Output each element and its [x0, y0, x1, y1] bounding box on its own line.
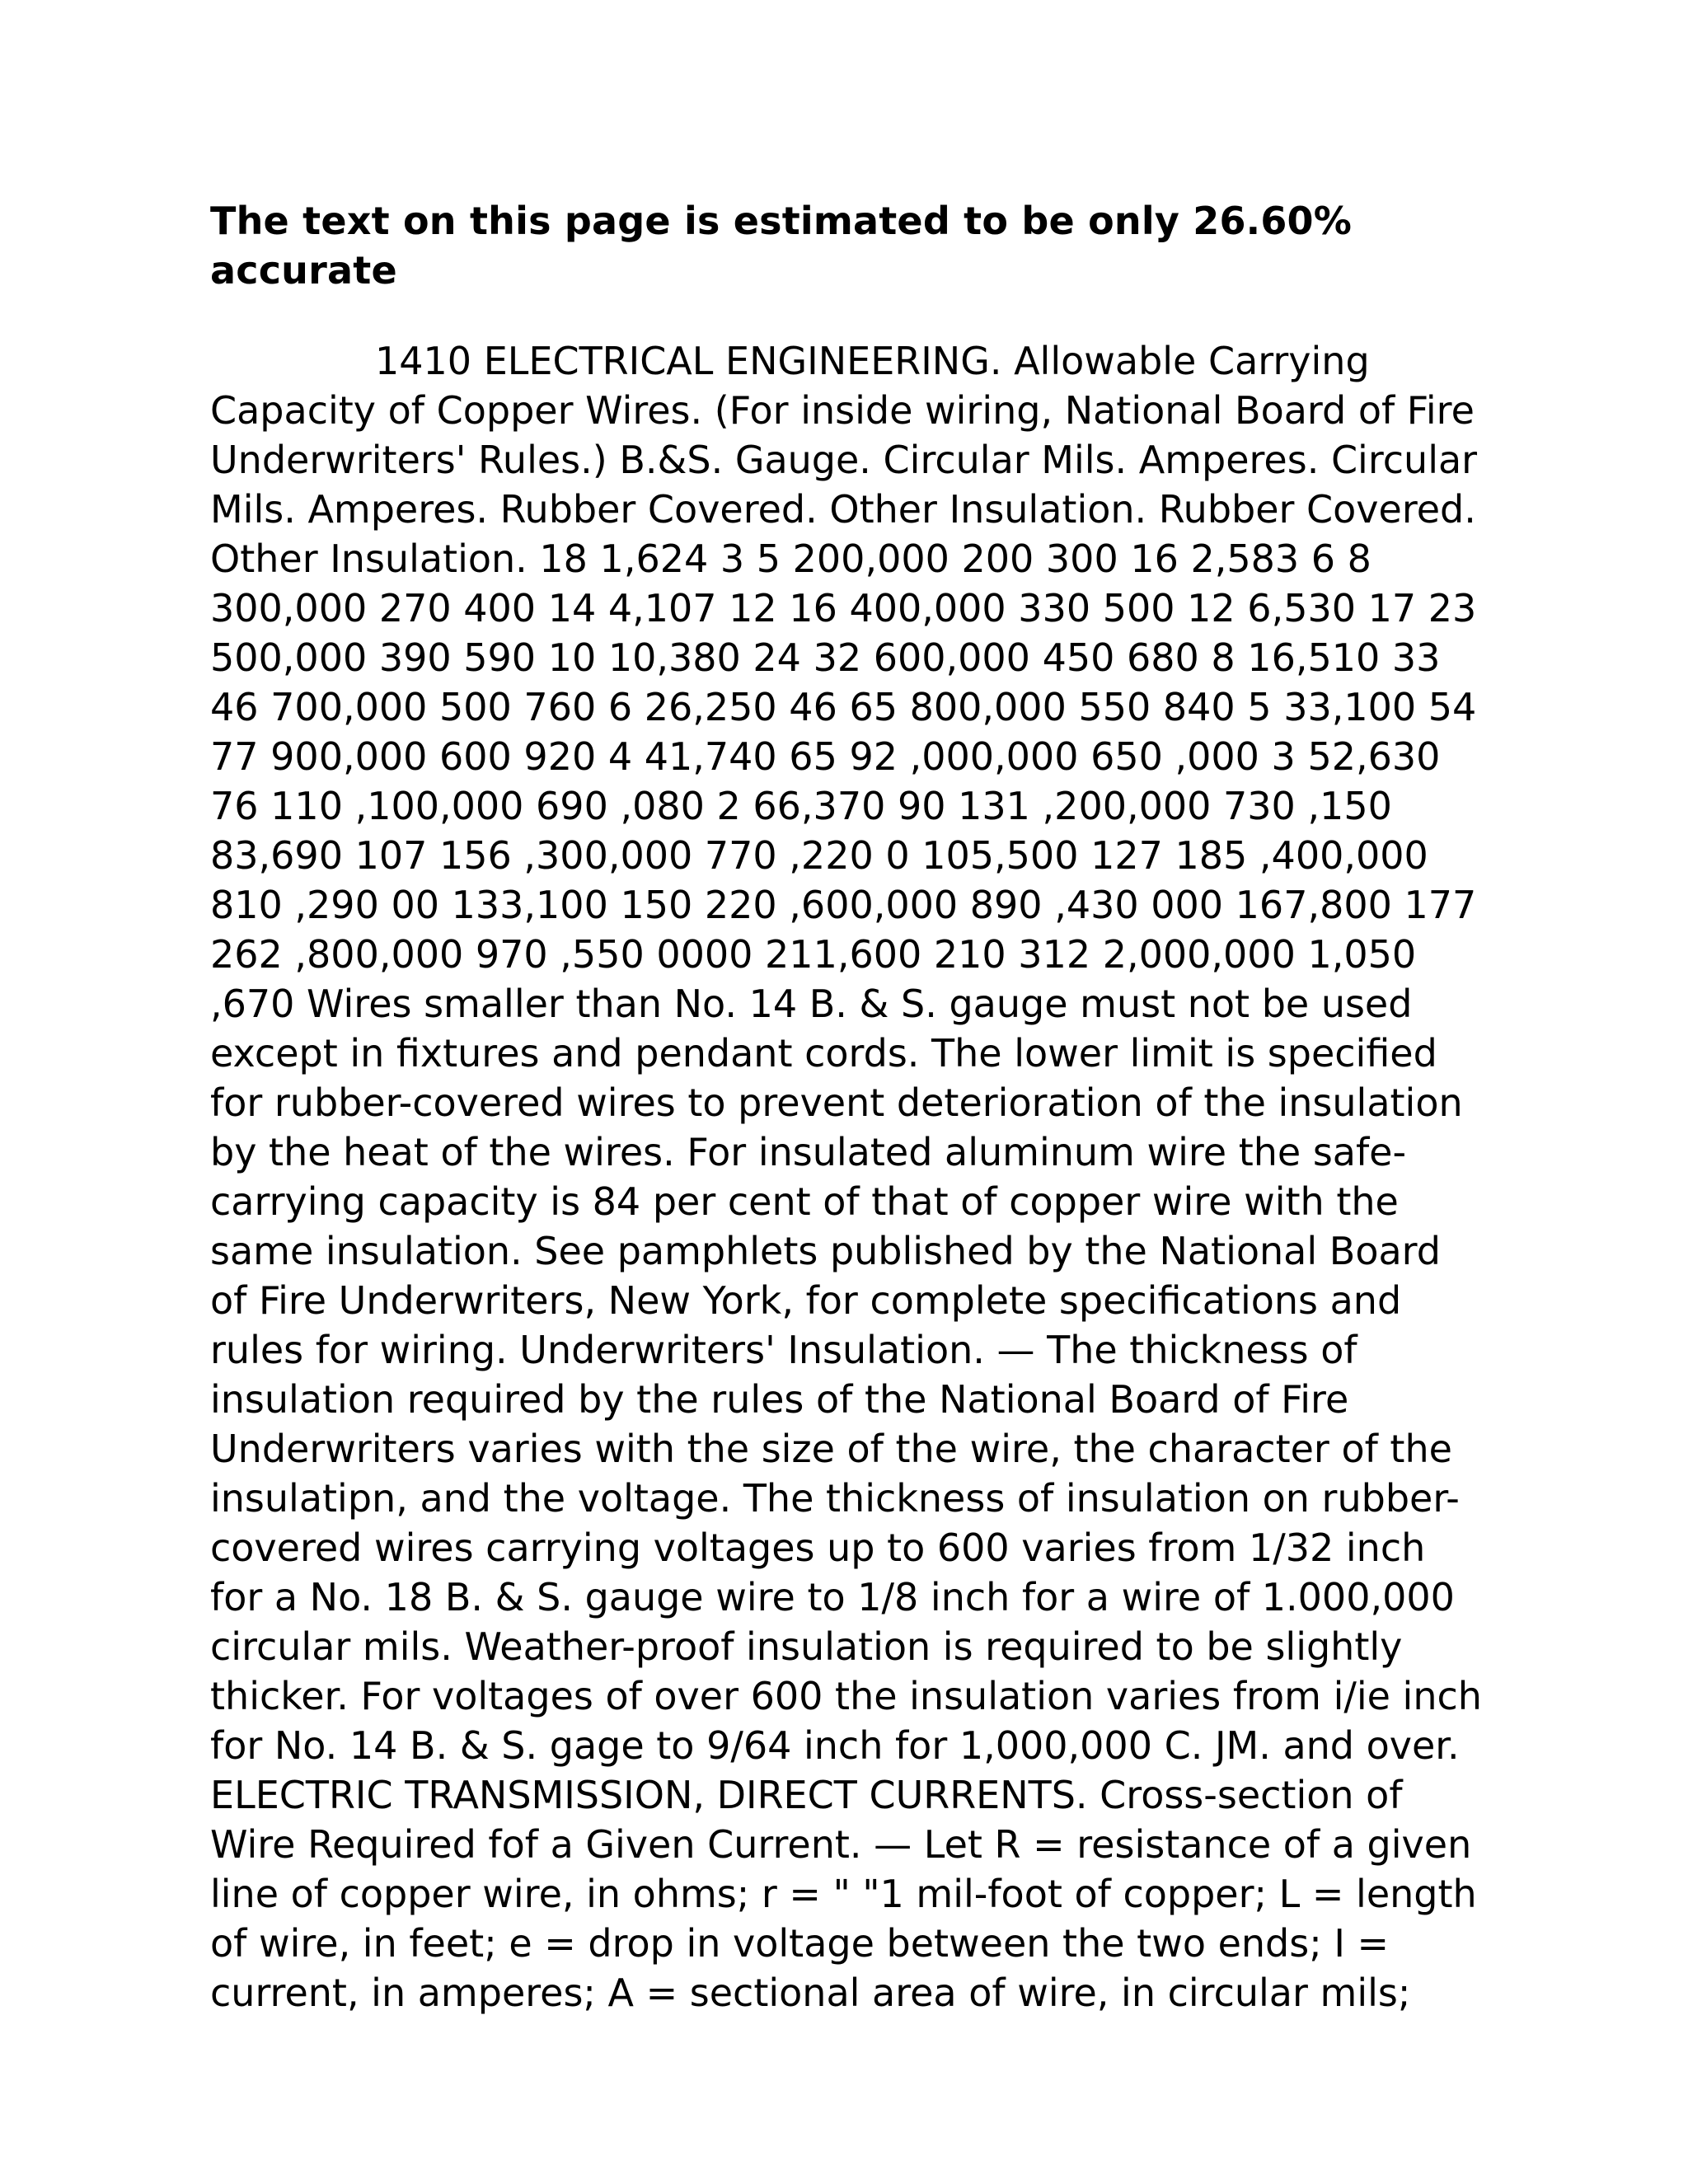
accuracy-notice-heading: The text on this page is estimated to be only 26.60% accurate [210, 199, 1353, 293]
ocr-body-text: 1410 ELECTRICAL ENGINEERING. Allowable Carrying Capacity of Copper Wires. (For inside wiring, National Board of Fire Underwriters' Rules.) B.&S. Gauge. Circular Mils. Amperes. Circular Mils. Amperes. Rubber Covered. Other Insulation. Rubber Covered. Other Insulation. 18 1,624 3 5 200,000 200 300 16 2,583 6 8 300,000 270 400 14 4,107 12 16 400,000 330 500 12 6,530 17 23 500,000 390 590 10 10,380 24 32 600,000 450 680 8 16,510 33 46 700,000 500 760 6 26,250 46 65 800,000 550 840 5 33,100 54 77 900,000 600 920 4 41,740 65 92 ,000,000 650 ,000 3 52,630 76 110 ,100,000 690 ,080 2 66,370 90 131 ,200,000 730 ,150 83,690 107 156 ,300,000 770 ,220 0 105,500 127 185 ,400,000 810 ,290 00 133,100 150 220 ,600,000 890 ,430 000 167,800 177 262 ,800,000 970 ,550 0000 211,600 210 312 2,000,000 1,050 ,670 Wires smaller than No. 14 B. & S. gauge must not be used except in fixtures and pendant cords. The lower limit is specified for rubber-covered wires to prevent deterioration of the insulation by the heat of the wires. For insulated aluminum wire the safe-carrying capacity is 84 per cent of that of copper wire with the same insulation. See pamphlets published by the National Board of Fire Underwriters, New York, for complete specifications and rules for wiring. Underwriters' Insulation. — The thickness of insulation required by the rules of the National Board of Fire Underwriters varies with the size of the wire, the character of the insulatipn, and the voltage. The thickness of insulation on rubber-covered wires carrying voltages up to 600 varies from 1/32 inch for a No. 18 B. & S. gauge wire to 1/8 inch for a wire of 1.000,000 circular mils. Weather-proof insulation is required to be slightly thicker. For voltages of over 600 the insulation varies from i/ie inch for No. 14 B. & S. gage to 9/64 inch for 1,000,000 C. JM. and over. ELECTRIC TRANSMISSION, DIRECT CURRENTS. Cross-section of Wire Required fof a Given Current. — Let R = resistance of a given line of copper wire, in ohms; r = " "1 mil-foot of copper; L = length of wire, in feet; e = drop in voltage between the two ends; I = current, in amperes; A = sectional area of wire, in circular mils; [210, 339, 1482, 2015]
document-page [210, 196, 1496, 2018]
